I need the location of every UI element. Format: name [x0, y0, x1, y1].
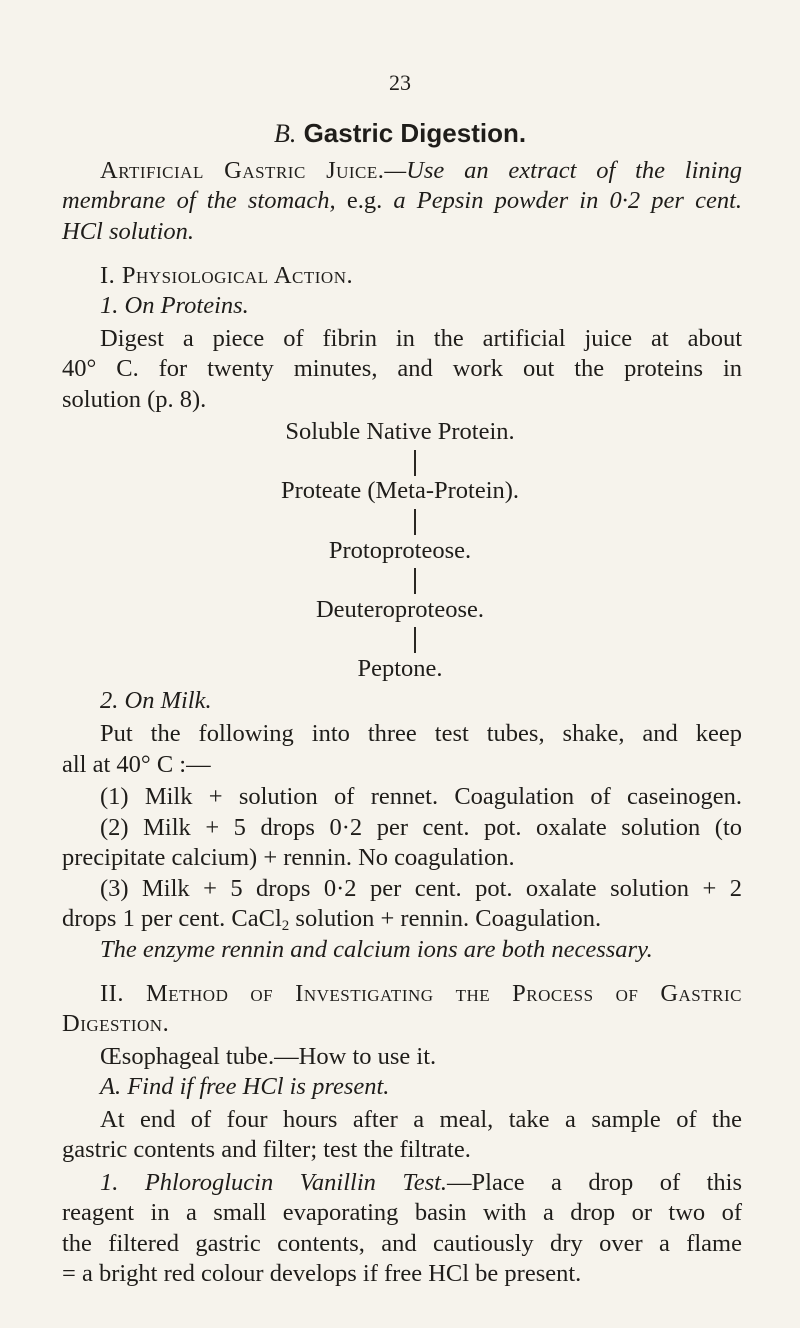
test1-line-4: = a bright red colour develops if free HCl be present.: [62, 1260, 582, 1288]
page-number: 23: [389, 70, 411, 95]
section-2-title-line-1: II. Method of Investigating the Process of Gastric: [100, 979, 742, 1007]
test-1: (1) Milk + solution of rennet. Coagulation of caseinogen.: [100, 782, 742, 810]
test1-line-2: reagent in a small evaporating basin with a drop or two of: [62, 1199, 742, 1227]
test-3-line-2: drops 1 per cent. CaCl$_2$ solution + rennin. Coagulation.: [62, 905, 602, 935]
section-1-title: I. Physiological Action.: [100, 261, 354, 289]
test-2-line-2: precipitate calcium) + rennin. No coagulation.: [62, 844, 515, 872]
p1-line-3: solution (p. 8).: [62, 385, 207, 413]
intro-line-1: [100, 156, 742, 186]
heading-label: B.: [273, 119, 297, 148]
intro-line-2: membrane of the stomach, e.g. a Pepsin powder in 0·2 per cent.: [62, 187, 742, 215]
p1-line-2: 40° C. for twenty minutes, and work out the proteins in: [62, 355, 742, 383]
section-heading: [0, 118, 800, 149]
chain-item-4: Deuteroproteose.: [315, 595, 485, 623]
chain-connector: [414, 568, 416, 594]
p2-line-2: all at 40° C :—: [62, 750, 211, 778]
test1-line-3: the filtered gastric contents, and cautiously dry over a flame: [62, 1229, 742, 1257]
p1-line-1: Digest a piece of fibrin in the artificial juice at about: [100, 324, 742, 352]
subsection-a: A. Find if free HCl is present.: [100, 1073, 390, 1101]
chain-item-1: Soluble Native Protein.: [285, 418, 515, 446]
oesophageal-tube-line: Œsophageal tube.—How to use it.: [100, 1042, 437, 1070]
section-2-title-line-2: Digestion.: [62, 1010, 170, 1038]
intro-lead: Artificial Gastric Juice.: [100, 156, 385, 184]
chain-item-3: Protoproteose.: [328, 536, 472, 564]
intro-line-3: HCl solution.: [62, 217, 195, 245]
chain-item-2: Proteate (Meta-Protein).: [280, 477, 520, 505]
test-3-line-1: (3) Milk + 5 drops 0·2 per cent. pot. oxalate solution + 2: [100, 874, 742, 902]
pA-line-1: At end of four hours after a meal, take a sample of the: [100, 1105, 742, 1133]
chain-connector: [414, 627, 416, 653]
intro-line-1-rest: —Use an extract of the lining: [384, 156, 742, 184]
subsection-milk: 2. On Milk.: [100, 687, 212, 715]
p2-line-1: Put the following into three test tubes, shake, and keep: [100, 719, 742, 747]
chain-connector: [414, 509, 416, 535]
heading-title: Gastric Digestion.: [303, 118, 527, 148]
pA-line-2: gastric contents and filter; test the filtrate.: [62, 1136, 471, 1164]
milk-conclusion: The enzyme rennin and calcium ions are both necessary.: [100, 935, 653, 963]
chain-item-5: Peptone.: [357, 655, 443, 682]
chain-connector: [414, 450, 416, 476]
subsection-proteins: 1. On Proteins.: [100, 292, 249, 320]
test1-line-1: 1. Phloroglucin Vanillin Test.—Place a drop of this: [100, 1168, 742, 1196]
test-2-line-1: (2) Milk + 5 drops 0·2 per cent. pot. oxalate solution (to: [100, 813, 742, 841]
